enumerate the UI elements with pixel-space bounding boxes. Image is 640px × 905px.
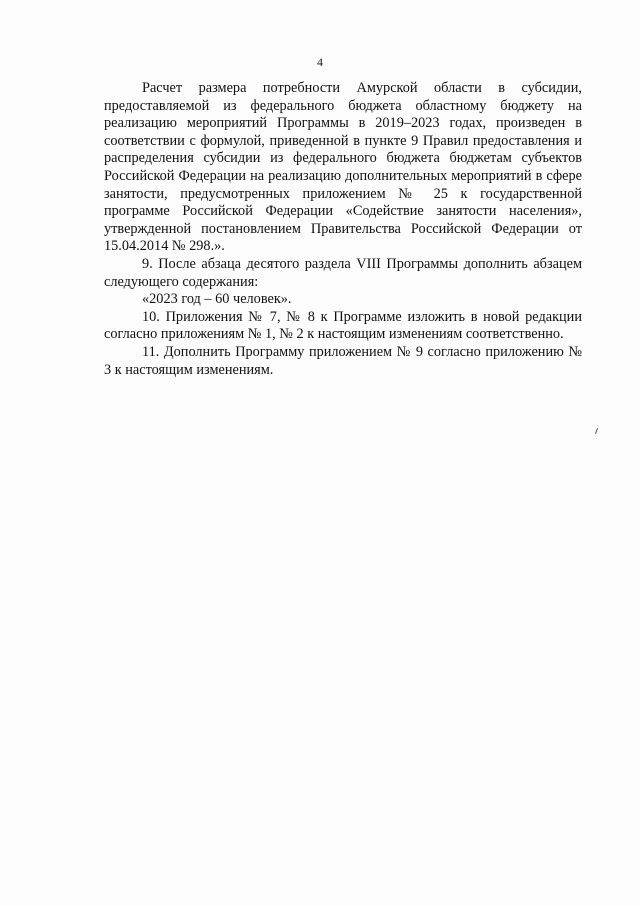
paragraph-item-9: 9. После абзаца десятого раздела VIII Программы дополнить абзацем следующего содержания:: [104, 255, 582, 290]
paragraph-item-10: 10. Приложения № 7, № 8 к Программе изложить в новой редакции согласно приложениям № 1, № 2 к настоящим изменениям соответственно.: [104, 308, 582, 343]
paragraph-subsidy-calculation: Расчет размера потребности Амурской области в субсидии, предоставляемой из федерального бюджета областному бюджету на реализацию мероприятий Программы в 2019–2023 годах, произведен в соответствии с формулой, приведенной в пункте 9 Правил предоставления и распределения субсидии из федерального бюджета бюджетам субъектов Российской Федерации на реализацию дополнительных мероприятий в сфере занятости, предусмотренных приложением № 25 к государственной программе Российской Федерации «Содействие занятости населения», утвержденной постановлением Правительства Российской Федерации от 15.04.2014 № 298.».: [104, 80, 582, 255]
paragraph-quote-2023: «2023 год – 60 человек».: [142, 291, 292, 308]
paragraph-item-11: 11. Дополнить Программу приложением № 9 согласно приложению № 3 к настоящим изменениям.: [104, 343, 582, 378]
document-body: [104, 80, 582, 379]
scan-speck: [595, 428, 598, 434]
page-number: 4: [317, 55, 323, 69]
